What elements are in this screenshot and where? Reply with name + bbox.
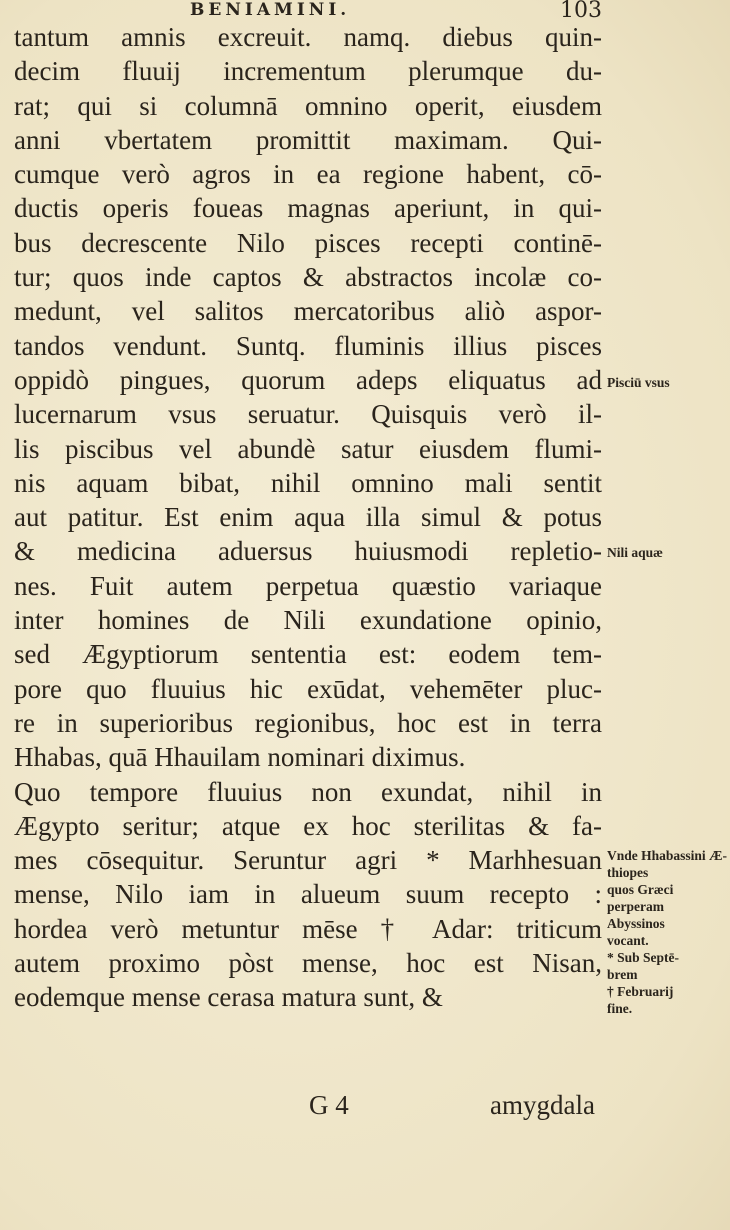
- page-number: 103: [560, 0, 602, 23]
- text-line: & medicina aduersus huiusmodi repletio-: [14, 536, 602, 567]
- text-line: sed Ægyptiorum sententia est: eodem tem-: [14, 639, 602, 670]
- margin-line: † Februarij: [607, 984, 674, 999]
- text-line: ductis operis foueas magnas aperiunt, in qui-: [14, 193, 602, 224]
- text-line: tur; quos inde captos & abstractos incolæ co-: [14, 262, 602, 293]
- text-line: pore quo fluuius hic exūdat, vehemēter pluc-: [14, 673, 602, 704]
- margin-line: brem: [607, 967, 638, 982]
- text-line: decim fluuij incrementum plerumque du-: [14, 56, 602, 87]
- running-title: BENIAMINI.: [190, 0, 351, 20]
- main-text: [14, 20, 602, 1015]
- text-line: tantum amnis excreuit. namq. diebus quin-: [14, 22, 602, 52]
- text-line: medunt, vel salitos mercatoribus aliò aspor-: [14, 296, 602, 327]
- text-line: lucernarum vsus seruatur. Quisquis verò il-: [14, 399, 602, 430]
- text-line: Ægypto seritur; atque ex hoc sterilitas & fa-: [14, 810, 602, 841]
- margin-line: * Sub Septē-: [607, 950, 680, 965]
- margin-line: quos Græci: [607, 882, 674, 897]
- text-line: re in superioribus regionibus, hoc est in terra: [14, 707, 602, 738]
- margin-line: Abyssinos: [607, 916, 665, 931]
- text-line: mes cōsequitur. Seruntur agri * Marhhesuan: [14, 845, 602, 876]
- text-line: Quo tempore fluuius non exundat, nihil in: [14, 776, 602, 807]
- margin-note-nili: Nili aquæ: [607, 545, 663, 560]
- text-line: cumque verò agros in ea regione habent, cō-: [14, 159, 602, 190]
- margin-line: thiopes: [607, 865, 649, 880]
- text-line: nes. Fuit autem perpetua quæstio variaque: [14, 570, 602, 601]
- text-line: bus decrescente Nilo pisces recepti continē-: [14, 227, 602, 258]
- signature-mark: G 4: [309, 1090, 349, 1120]
- text-line: inter homines de Nili exundatione opinio,: [14, 605, 602, 636]
- text-line: autem proximo pòst mense, hoc est Nisan,: [14, 948, 602, 979]
- margin-line: Vnde Hhabassini Æ-: [607, 848, 728, 863]
- text-line: Hhabas, quā Hhauilam nominari diximus.: [14, 742, 466, 773]
- margin-line: vocant.: [607, 933, 649, 948]
- margin-note-pisces: Pisciū vsus: [607, 375, 670, 390]
- text-line: hordea verò metuntur mēse † Adar: triticum: [14, 913, 602, 944]
- text-line: aut patitur. Est enim aqua illa simul & potus: [14, 502, 602, 533]
- margin-line: fine.: [607, 1001, 633, 1016]
- text-line: tandos vendunt. Suntq. fluminis illius pisces: [14, 330, 602, 361]
- text-line: lis piscibus vel abundè satur eiusdem flumi-: [14, 433, 602, 464]
- catchword: amygdala: [490, 1090, 595, 1120]
- text-line: rat; qui si columnā omnino operit, eiusdem: [14, 90, 602, 121]
- text-line: oppidò pingues, quorum adeps eliquatus ad: [14, 364, 602, 395]
- margin-note-hhabassini: [607, 847, 729, 1017]
- text-line: anni vbertatem promittit maximam. Qui-: [14, 124, 602, 155]
- text-line: mense, Nilo iam in alueum suum recepto :: [14, 879, 602, 910]
- text-line: eodemque mense cerasa matura sunt, &: [14, 982, 443, 1013]
- margin-line: perperam: [607, 899, 664, 914]
- text-line: nis aquam bibat, nihil omnino mali sentit: [14, 467, 602, 498]
